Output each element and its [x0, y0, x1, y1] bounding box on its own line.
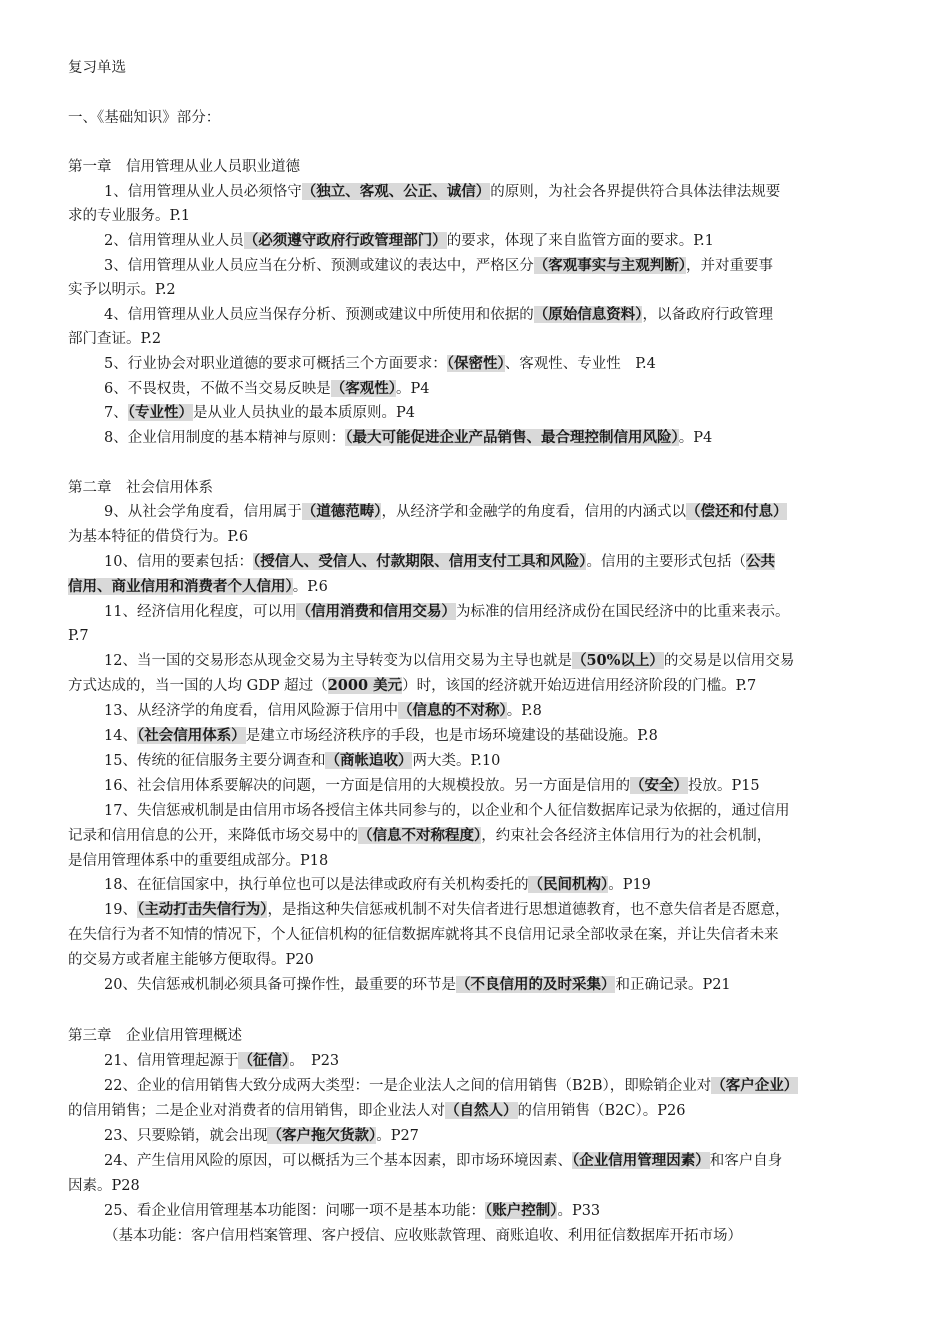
- text-segment: 第一章 信用管理从业人员职业道德: [68, 159, 300, 175]
- answer-highlight: （信息的不对称）: [397, 702, 507, 719]
- text-segment: 的要求，体现了来自监管方面的要求。P.1: [446, 233, 714, 249]
- question-line: [104, 873, 884, 897]
- answer-highlight: （商帐追收）: [325, 752, 413, 769]
- text-segment: ）时，该国的经济就开始迈进信用经济阶段的门槛。P.7: [402, 678, 757, 694]
- text-segment: 和正确记录。P21: [615, 977, 731, 993]
- text-segment: 因素。P28: [68, 1178, 140, 1194]
- answer-highlight: （道德范畴）: [301, 503, 382, 520]
- question-line: [104, 749, 884, 773]
- text-segment: 部门查证。P.2: [68, 331, 162, 347]
- question-line: [104, 180, 884, 204]
- question-line: [68, 849, 884, 873]
- text-segment: 10、信用的要素包括：: [104, 554, 253, 570]
- answer-highlight: （企业信用管理因素）: [571, 1152, 710, 1169]
- text-segment: 24、产生信用风险的原因，可以概括为三个基本因素，即市场环境因素、: [104, 1153, 572, 1169]
- text-segment: 是信用管理体系中的重要组成部分。P18: [68, 853, 329, 869]
- question-line: [104, 229, 884, 253]
- answer-highlight: （保密性）: [446, 355, 505, 372]
- question-line: [68, 204, 884, 228]
- text-segment: 的交易是以信用交易: [663, 653, 795, 669]
- text-segment: 是从业人员执业的最本质原则。P4: [192, 405, 415, 421]
- question-line: [104, 724, 884, 748]
- answer-highlight: （客观事实与主观判断）: [533, 257, 686, 274]
- question-line: [104, 973, 884, 997]
- text-segment: 。P33: [557, 1203, 601, 1219]
- answer-highlight: （自然人）: [445, 1102, 518, 1119]
- text-segment: 的信用销售；二是企业对消费者的信用销售，即企业法人对: [68, 1103, 445, 1119]
- text-segment: 7、: [104, 405, 128, 421]
- question-line: [68, 948, 884, 972]
- text-segment: 5、行业协会对职业道德的要求可概括三个方面要求：: [104, 356, 447, 372]
- text-segment: 4、信用管理从业人员应当保存分析、预测或建议中所使用和依据的: [104, 307, 534, 323]
- text-segment: 13、从经济学的角度看，信用风险源于信用中: [104, 703, 398, 719]
- text-segment: 。P4: [395, 381, 430, 397]
- text-segment: 23、只要赊销，就会出现: [104, 1128, 268, 1144]
- text-segment: 。P19: [608, 877, 651, 893]
- answer-highlight: （信息不对称程度）: [358, 827, 482, 844]
- section-heading: 一、《基础知识》部分：: [68, 110, 221, 126]
- text-segment: 17、失信惩戒机制是由信用市场各授信主体共同参与的，以企业和个人征信数据库记录为依据的，通过信用: [104, 803, 790, 819]
- text-segment: 14、: [104, 728, 137, 744]
- answer-highlight: （必须遵守政府行政管理部门）: [243, 232, 447, 249]
- question-line: [104, 303, 884, 327]
- answer-highlight: （征信）: [238, 1052, 290, 1069]
- answer-highlight: （50%以上）: [571, 652, 664, 669]
- text-segment: P.7: [68, 628, 89, 644]
- question-line: [104, 799, 884, 823]
- question-line: [104, 1124, 884, 1148]
- note-line: [104, 1224, 884, 1248]
- question-line: [68, 624, 884, 648]
- text-segment: 方式达成的，当一国的人均 GDP 超过（: [68, 678, 328, 694]
- answer-highlight: （客观性）: [330, 380, 396, 397]
- answer-highlight: （账户控制）: [484, 1202, 558, 1219]
- chapter-heading: [68, 476, 884, 500]
- text-segment: 的信用销售（B2C）。P26: [517, 1103, 686, 1119]
- question-line: [68, 923, 884, 947]
- answer-highlight: （偿还和付息）: [685, 503, 788, 520]
- chapter-heading: [68, 155, 884, 179]
- question-line: [68, 575, 884, 599]
- question-line: [104, 550, 884, 574]
- text-segment: 11、经济信用化程度，可以用: [104, 604, 297, 620]
- text-segment: ，是指这种失信惩戒机制不对失信者进行思想道德教育，也不意失信者是否愿意，: [267, 902, 790, 918]
- question-line: [104, 649, 884, 673]
- question-line: [68, 278, 884, 302]
- question-line: [68, 824, 884, 848]
- answer-highlight: （客户拖欠货款）: [267, 1127, 377, 1144]
- text-segment: 22、企业的信用销售大致分成两大类型：一是企业法人之间的信用销售（B2B），即赊销企业对: [104, 1078, 712, 1094]
- answer-highlight: （不良信用的及时采集）: [455, 976, 616, 993]
- question-line: [104, 699, 884, 723]
- text-segment: 和客户自身: [709, 1153, 783, 1169]
- question-line: [104, 254, 884, 278]
- text-segment: 1、信用管理从业人员必须恪守: [104, 184, 302, 200]
- question-line: [104, 898, 884, 922]
- answer-highlight: （民间机构）: [528, 876, 609, 893]
- answer-highlight: （原始信息资料）: [533, 306, 643, 323]
- question-line: [104, 500, 884, 524]
- text-segment: 的交易方或者雇主能够方便取得。P20: [68, 952, 314, 968]
- answer-highlight: （最大可能促进企业产品销售、最合理控制信用风险）: [345, 429, 679, 446]
- text-segment: 15、传统的征信服务主要分调查和: [104, 753, 326, 769]
- text-segment: 3、信用管理从业人员应当在分析、预测或建议的表达中，严格区分: [104, 258, 534, 274]
- text-segment: 实予以明示。P.2: [68, 282, 176, 298]
- text-segment: （基本功能：客户信用档案管理、客户授信、应收账款管理、商账追收、利用征信数据库开拓市场）: [104, 1228, 742, 1244]
- text-segment: 投放。P15: [687, 778, 760, 794]
- answer-highlight: （专业性）: [127, 404, 193, 421]
- text-segment: 19、: [104, 902, 137, 918]
- text-segment: 第二章 社会信用体系: [68, 480, 213, 496]
- text-segment: 、客观性、专业性 P.4: [504, 356, 656, 372]
- text-segment: 在失信行为者不知情的情况下，个人征信机构的征信数据库就将其不良信用记录全部收录在案，并让失信者未来: [68, 927, 779, 943]
- question-line: [104, 1074, 884, 1098]
- text-segment: ，并对重要事: [685, 258, 773, 274]
- text-segment: 两大类。P.10: [412, 753, 501, 769]
- text-segment: 为标准的信用经济成份在国民经济中的比重来表示。: [455, 604, 790, 620]
- question-line: [104, 352, 884, 376]
- question-line: [104, 1199, 884, 1223]
- text-segment: 20、失信惩戒机制必须具备可操作性，最重要的环节是: [104, 977, 456, 993]
- answer-highlight: （安全）: [629, 777, 688, 794]
- text-segment: 。信用的主要形式包括（: [586, 554, 746, 570]
- answer-highlight: （独立、客观、公正、诚信）: [301, 183, 491, 200]
- question-line: [104, 600, 884, 624]
- text-segment: 18、在征信国家中，执行单位也可以是法律或政府有关机构委托的: [104, 877, 529, 893]
- text-segment: 。P.6: [292, 579, 328, 595]
- question-line: [104, 1149, 884, 1173]
- text-segment: 的原则，为社会各界提供符合具体法律法规要: [490, 184, 781, 200]
- text-segment: 16、社会信用体系要解决的问题，一方面是信用的大规模投放。另一方面是信用的: [104, 778, 630, 794]
- text-segment: 。P27: [376, 1128, 419, 1144]
- question-line: [68, 525, 884, 549]
- question-line: [68, 1099, 884, 1123]
- text-segment: 记录和信用信息的公开，来降低市场交易中的: [68, 828, 358, 844]
- text-segment: 。P.8: [506, 703, 542, 719]
- text-segment: 第三章 企业信用管理概述: [68, 1028, 242, 1044]
- doc-title: 复习单选: [68, 60, 126, 76]
- text-segment: 2、信用管理从业人员: [104, 233, 244, 249]
- answer-highlight: 信用、商业信用和消费者个人信用）: [68, 578, 293, 595]
- text-segment: 6、不畏权贵，不做不当交易反映是: [104, 381, 331, 397]
- text-segment: 。P4: [678, 430, 713, 446]
- question-line: [104, 774, 884, 798]
- text-segment: 求的专业服务。P.1: [68, 208, 191, 224]
- answer-highlight: 公共: [745, 553, 775, 570]
- text-segment: ，约束社会各经济主体信用行为的社会机制，: [481, 828, 772, 844]
- answer-highlight: （社会信用体系）: [136, 727, 246, 744]
- text-segment: 8、企业信用制度的基本精神与原则：: [104, 430, 346, 446]
- question-line: [104, 426, 884, 450]
- question-line: [104, 1049, 884, 1073]
- text-segment: 9、从社会学角度看，信用属于: [104, 504, 302, 520]
- answer-highlight: （信用消费和信用交易）: [296, 603, 456, 620]
- chapter-heading: [68, 1024, 884, 1048]
- text-segment: ，从经济学和金融学的角度看，信用的内涵式以: [381, 504, 686, 520]
- answer-highlight: 2000 美元: [327, 677, 403, 694]
- answer-highlight: （客户企业）: [711, 1077, 799, 1094]
- answer-highlight: （主动打击失信行为）: [136, 901, 268, 918]
- text-segment: 12、当一国的交易形态从现金交易为主导转变为以信用交易为主导也就是: [104, 653, 572, 669]
- question-line: [68, 1174, 884, 1198]
- question-line: [104, 377, 884, 401]
- question-line: [68, 674, 884, 698]
- text-segment: 为基本特征的借贷行为。P.6: [68, 529, 249, 545]
- question-line: [68, 327, 884, 351]
- answer-highlight: （授信人、受信人、付款期限、信用支付工具和风险）: [252, 553, 587, 570]
- text-segment: 25、看企业信用管理基本功能图：问哪一项不是基本功能：: [104, 1203, 485, 1219]
- text-segment: 。 P23: [289, 1053, 340, 1069]
- text-segment: ，以备政府行政管理: [642, 307, 773, 323]
- question-line: [104, 401, 884, 425]
- text-segment: 21、信用管理起源于: [104, 1053, 239, 1069]
- text-segment: 是建立市场经济秩序的手段，也是市场环境建设的基础设施。P.8: [245, 728, 658, 744]
